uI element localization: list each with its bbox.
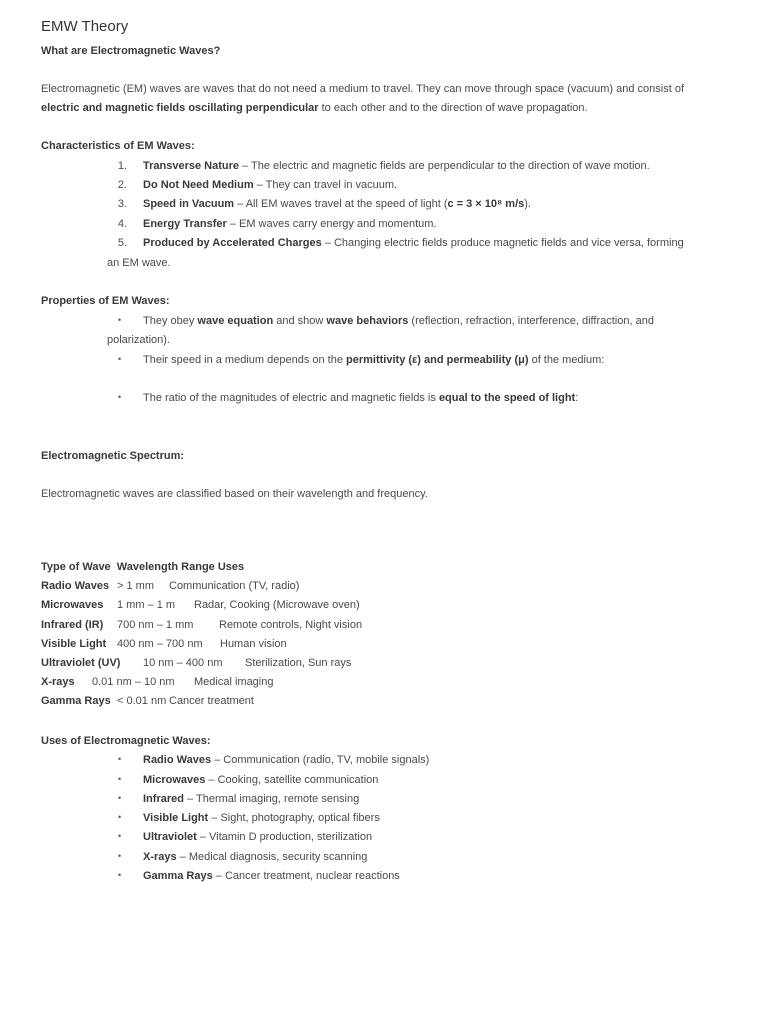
wave-range: 400 nm – 700 nm	[117, 638, 203, 650]
property-text-continuation: polarization).	[107, 334, 170, 346]
text-part: and show	[273, 315, 327, 327]
item-rest: – Cancer treatment, nuclear reactions	[212, 870, 400, 882]
property-text	[143, 353, 604, 367]
wave-range: 0.01 nm – 10 nm	[92, 676, 175, 688]
text-part: :	[575, 392, 579, 404]
bold-part: equal to the speed of light	[438, 392, 576, 404]
item-rest-2: ).	[524, 198, 531, 210]
spectrum-text: Electromagnetic waves are classified based on their wavelength and frequency.	[41, 488, 428, 500]
characteristics-heading: Characteristics of EM Waves:	[41, 140, 195, 152]
bullet: •	[118, 851, 122, 861]
list-text	[143, 869, 400, 883]
wave-uses: Communication (TV, radio)	[169, 580, 300, 592]
bullet: •	[118, 831, 122, 841]
speed-formula: c = 3 × 10⁸ m/s	[447, 198, 525, 210]
item-rest: – EM waves carry energy and momentum.	[226, 218, 437, 230]
list-text	[143, 850, 367, 864]
wave-range: 700 nm – 1 mm	[117, 619, 194, 631]
list-number: 4.	[117, 218, 127, 230]
wave-type: X-rays	[41, 676, 75, 688]
item-rest: – Medical diagnosis, security scanning	[176, 851, 368, 863]
text-part: They obey	[143, 315, 198, 327]
item-rest: – All EM waves travel at the speed of light (	[234, 198, 448, 210]
table-header: Type of Wave Wavelength Range Uses	[41, 561, 245, 573]
list-number: 3.	[117, 198, 127, 210]
list-text	[143, 792, 359, 806]
intro-bold: electric and magnetic fields oscillating perpendicular	[41, 102, 319, 114]
list-text	[143, 236, 684, 250]
item-bold: X-rays	[143, 851, 177, 863]
item-rest: – Sight, photography, optical fibers	[208, 812, 380, 824]
intro-rest: to each other and to the direction of wave propagation.	[318, 102, 588, 114]
question-heading: What are Electromagnetic Waves?	[41, 45, 221, 57]
item-rest: – Thermal imaging, remote sensing	[183, 793, 360, 805]
item-rest: – Cooking, satellite communication	[205, 774, 379, 786]
wave-range: 10 nm – 400 nm	[143, 657, 223, 669]
spectrum-heading: Electromagnetic Spectrum:	[41, 450, 185, 462]
page-title: EMW Theory	[41, 18, 129, 35]
wave-uses: Cancer treatment	[169, 695, 254, 707]
list-number: 5.	[117, 237, 127, 249]
bullet: •	[118, 315, 122, 325]
list-text	[143, 159, 650, 173]
bullet: •	[118, 354, 122, 364]
item-bold: Transverse Nature	[143, 160, 239, 172]
bullet: •	[118, 754, 122, 764]
list-number: 1.	[117, 160, 127, 172]
bullet: •	[118, 793, 122, 803]
list-number: 2.	[117, 179, 127, 191]
text-part: Their speed in a medium depends on the	[143, 354, 347, 366]
list-text	[143, 811, 380, 825]
bold-part: wave behaviors	[326, 315, 409, 327]
list-text	[143, 178, 397, 192]
list-text-continuation: an EM wave.	[107, 257, 171, 269]
bullet: •	[118, 870, 122, 880]
bullet: •	[118, 774, 122, 784]
item-bold: Do Not Need Medium	[143, 179, 254, 191]
wave-type: Radio Waves	[41, 580, 110, 592]
item-bold: Energy Transfer	[143, 218, 227, 230]
text-part: The ratio of the magnitudes of electric and magnetic fields is	[143, 392, 439, 404]
wave-type: Visible Light	[41, 638, 107, 650]
wave-type: Ultraviolet (UV)	[41, 657, 121, 669]
intro-line-2	[41, 101, 588, 115]
wave-type: Gamma Rays	[41, 695, 111, 707]
wave-type: Microwaves	[41, 599, 104, 611]
wave-uses: Human vision	[220, 638, 287, 650]
list-text	[143, 217, 436, 231]
wave-uses: Medical imaging	[194, 676, 274, 688]
bold-part: permittivity (ε) and permeability (μ)	[346, 354, 529, 366]
wave-uses: Sterilization, Sun rays	[245, 657, 352, 669]
list-text	[143, 753, 429, 767]
item-rest: – Communication (radio, TV, mobile signals)	[211, 754, 430, 766]
item-bold: Ultraviolet	[143, 831, 197, 843]
item-bold: Speed in Vacuum	[143, 198, 235, 210]
text-part: of the medium:	[528, 354, 605, 366]
item-bold: Radio Waves	[143, 754, 212, 766]
list-text	[143, 773, 378, 787]
wave-uses: Radar, Cooking (Microwave oven)	[194, 599, 360, 611]
item-bold: Infrared	[143, 793, 184, 805]
uses-heading: Uses of Electromagnetic Waves:	[41, 735, 211, 747]
bold-part: wave equation	[197, 315, 274, 327]
bullet: •	[118, 392, 122, 402]
item-bold: Gamma Rays	[143, 870, 213, 882]
wave-range: 1 mm – 1 m	[117, 599, 176, 611]
wave-uses: Remote controls, Night vision	[219, 619, 363, 631]
item-rest: – They can travel in vacuum.	[253, 179, 398, 191]
text-part: (reflection, refraction, interference, diffraction, and	[408, 315, 654, 327]
wave-type: Infrared (IR)	[41, 619, 104, 631]
item-bold: Produced by Accelerated Charges	[143, 237, 322, 249]
property-text	[143, 314, 654, 328]
wave-range: > 1 mm	[117, 580, 154, 592]
intro-line-1: Electromagnetic (EM) waves are waves that do not need a medium to travel. They can move through space (vacuum) and consist of	[41, 83, 685, 95]
item-bold: Visible Light	[143, 812, 209, 824]
bullet: •	[118, 812, 122, 822]
list-text	[143, 197, 531, 211]
item-rest: – The electric and magnetic fields are perpendicular to the direction of wave motion.	[239, 160, 650, 172]
item-rest: – Changing electric fields produce magnetic fields and vice versa, forming	[321, 237, 684, 249]
wave-range: < 0.01 nm	[117, 695, 167, 707]
list-text	[143, 830, 372, 844]
item-rest: – Vitamin D production, sterilization	[196, 831, 373, 843]
item-bold: Microwaves	[143, 774, 206, 786]
property-text	[143, 391, 578, 405]
properties-heading: Properties of EM Waves:	[41, 295, 170, 307]
